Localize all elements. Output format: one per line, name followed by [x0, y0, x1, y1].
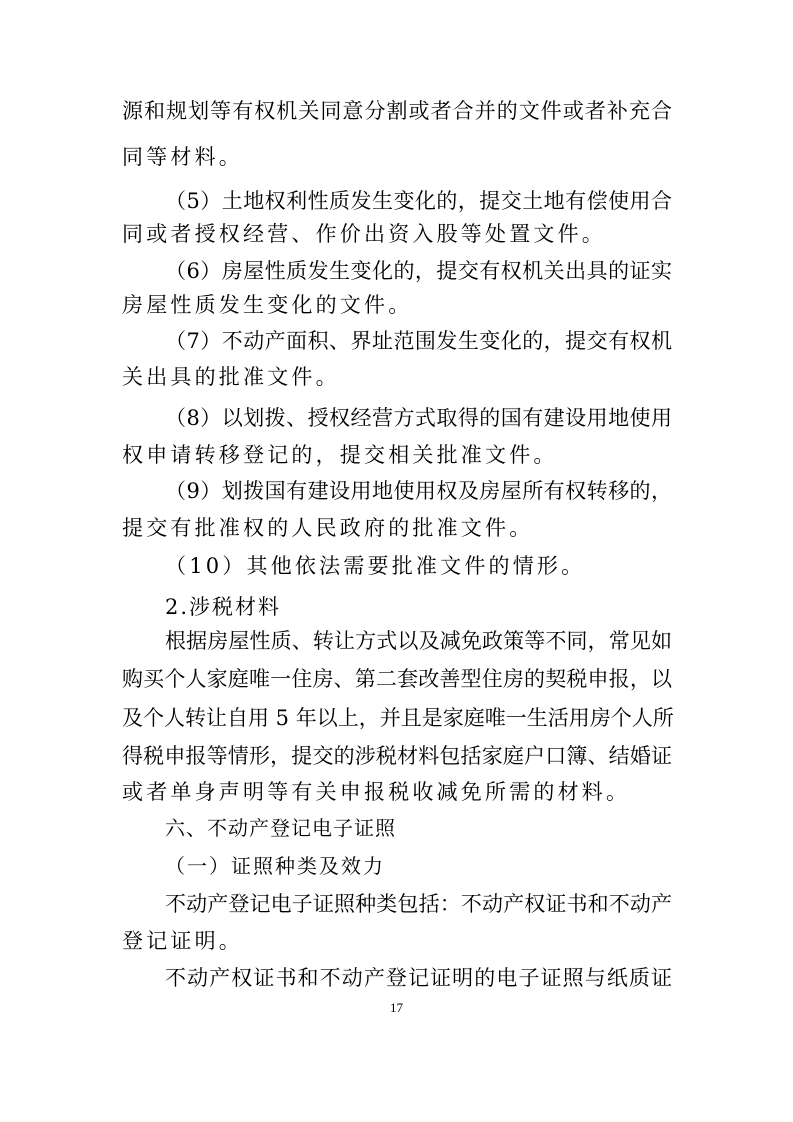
body-text-line: 不动产登记电子证照种类包括：不动产权证书和不动产 [165, 892, 672, 916]
body-text-line: 同等材料。 [122, 145, 243, 169]
list-item-6-line: （6）房屋性质发生变化的，提交有权机关出具的证实 [165, 259, 672, 283]
list-item-5-line: （5）土地权利性质发生变化的，提交土地有偿使用合 [165, 189, 672, 213]
body-text-line: 根据房屋性质、转让方式以及减免政策等不同，常见如 [165, 629, 672, 653]
list-item-5-line: 同或者授权经营、作价出资入股等处置文件。 [122, 222, 606, 246]
list-item-8-line: 权申请转移登记的，提交相关批准文件。 [122, 443, 558, 467]
list-item-7-line: （7）不动产面积、界址范围发生变化的，提交有权机 [165, 329, 672, 353]
page-number: 17 [390, 1000, 403, 1015]
section-heading: 六、不动产登记电子证照 [165, 816, 396, 840]
body-text-line: 不动产权证书和不动产登记证明的电子证照与纸质证 [165, 966, 672, 990]
subsection-heading: （一）证照种类及效力 [165, 854, 385, 878]
list-item-8-line: （8）以划拨、授权经营方式取得的国有建设用地使用 [165, 406, 672, 430]
body-text-line: 登记证明。 [122, 929, 243, 953]
list-item-10: （10）其他依法需要批准文件的情形。 [165, 554, 586, 578]
section-subtitle: 2.涉税材料 [165, 595, 282, 619]
list-item-7-line: 关出具的批准文件。 [122, 365, 340, 389]
list-item-6-line: 房屋性质发生变化的文件。 [122, 293, 413, 317]
body-text-line: 或者单身声明等有关申报税收减免所需的材料。 [122, 780, 631, 804]
list-item-9-line: （9）划拨国有建设用地使用权及房屋所有权转移的， [165, 479, 672, 503]
body-text-line: 购买个人家庭唯一住房、第二套改善型住房的契税申报，以 [122, 667, 672, 691]
body-text-line: 得税申报等情形，提交的涉税材料包括家庭户口簿、结婚证 [122, 744, 672, 768]
body-text-line: 源和规划等有权机关同意分割或者合并的文件或者补充合 [122, 99, 672, 123]
body-text-line: 及个人转让自用 5 年以上，并且是家庭唯一生活用房个人所 [122, 706, 674, 730]
list-item-9-line: 提交有批准权的人民政府的批准文件。 [122, 516, 534, 540]
